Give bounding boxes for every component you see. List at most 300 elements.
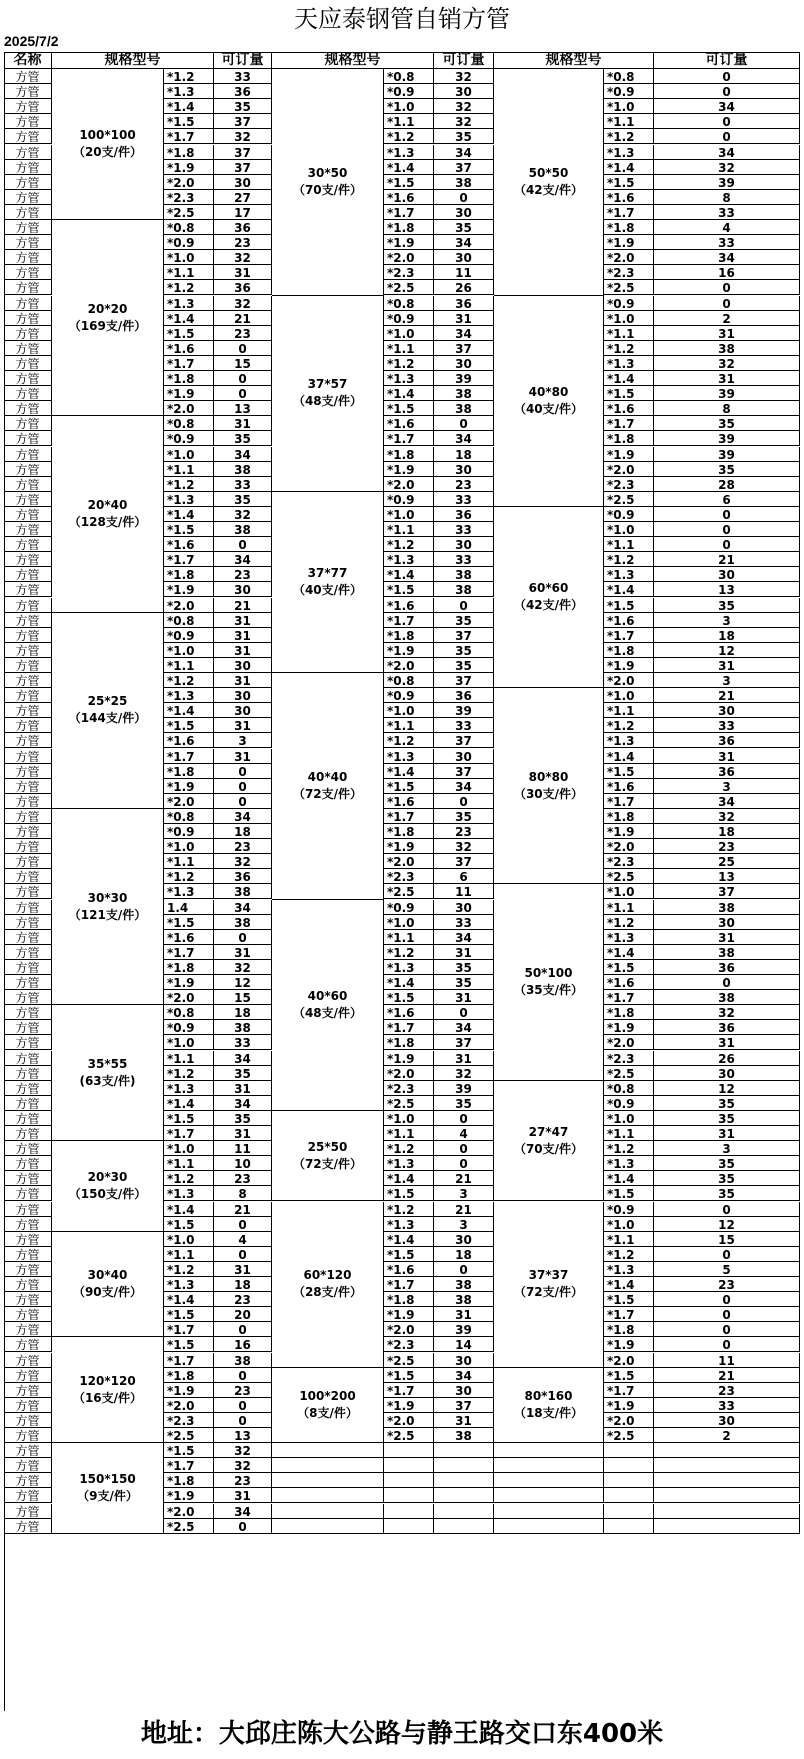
quantity-cell: 11: [434, 265, 494, 280]
empty-cell: [604, 1488, 654, 1503]
quantity-cell: 32: [654, 160, 800, 175]
thickness-cell: *2.0: [604, 673, 654, 688]
row-name: 方管: [4, 1413, 52, 1428]
quantity-cell: 8: [214, 1186, 272, 1201]
thickness-cell: *1.6: [164, 930, 214, 945]
row-name: 方管: [4, 688, 52, 703]
quantity-cell: 39: [434, 371, 494, 386]
row-name: 方管: [4, 915, 52, 930]
thickness-cell: *1.3: [384, 1156, 434, 1171]
group-size: 30*40: [87, 1268, 128, 1283]
thickness-cell: *0.8: [384, 673, 434, 688]
quantity-cell: 0: [654, 1322, 800, 1337]
row-name: 方管: [4, 552, 52, 567]
thickness-cell: *2.5: [604, 1066, 654, 1081]
quantity-cell: 30: [434, 1353, 494, 1368]
thickness-cell: *1.1: [604, 900, 654, 915]
quantity-cell: 34: [214, 1504, 272, 1519]
empty-cell: [384, 1473, 434, 1488]
quantity-cell: 33: [654, 235, 800, 250]
thickness-cell: *2.3: [164, 190, 214, 205]
thickness-cell: *1.5: [384, 1247, 434, 1262]
quantity-cell: 35: [434, 220, 494, 235]
quantity-cell: 10: [214, 1156, 272, 1171]
quantity-cell: 38: [434, 1277, 494, 1292]
thickness-cell: *1.1: [604, 326, 654, 341]
quantity-cell: 36: [654, 764, 800, 779]
quantity-cell: 32: [214, 250, 272, 265]
spec-group-120*120: [52, 1337, 164, 1443]
thickness-cell: *1.6: [604, 401, 654, 416]
thickness-cell: *1.2: [604, 718, 654, 733]
thickness-cell: *1.5: [164, 522, 214, 537]
quantity-cell: 38: [434, 175, 494, 190]
thickness-cell: *1.5: [164, 1307, 214, 1322]
row-name: 方管: [4, 235, 52, 250]
thickness-cell: *1.3: [604, 567, 654, 582]
thickness-cell: *1.3: [164, 296, 214, 311]
spec-group-30*50: [272, 69, 384, 296]
spec-group-30*40: [52, 1232, 164, 1338]
thickness-cell: *1.3: [164, 84, 214, 99]
empty-cell: [654, 1504, 800, 1519]
quantity-cell: 31: [434, 1413, 494, 1428]
quantity-cell: 33: [214, 1035, 272, 1050]
row-name: 方管: [4, 1292, 52, 1307]
empty-cell: [434, 1519, 494, 1534]
quantity-cell: 33: [214, 477, 272, 492]
thickness-cell: *1.8: [604, 1322, 654, 1337]
quantity-cell: 33: [434, 915, 494, 930]
quantity-cell: 32: [654, 356, 800, 371]
thickness-cell: *1.4: [604, 945, 654, 960]
row-name: 方管: [4, 764, 52, 779]
row-name: 方管: [4, 1398, 52, 1413]
thickness-cell: *1.4: [604, 160, 654, 175]
quantity-cell: 34: [654, 250, 800, 265]
quantity-cell: 35: [214, 99, 272, 114]
thickness-cell: *2.3: [384, 265, 434, 280]
empty-cell: [604, 1519, 654, 1534]
thickness-cell: *1.4: [164, 1096, 214, 1111]
thickness-cell: *2.3: [164, 1413, 214, 1428]
thickness-cell: *1.2: [604, 552, 654, 567]
quantity-cell: 33: [434, 552, 494, 567]
quantity-cell: 12: [654, 1081, 800, 1096]
group-size: 30*50: [307, 165, 348, 180]
thickness-cell: *1.0: [164, 1141, 214, 1156]
thickness-cell: *1.7: [384, 613, 434, 628]
group-pack: （40支/件）: [292, 582, 363, 597]
thickness-cell: *1.7: [384, 809, 434, 824]
quantity-cell: 38: [434, 567, 494, 582]
quantity-cell: 32: [654, 809, 800, 824]
row-name: 方管: [4, 1111, 52, 1126]
quantity-cell: 35: [214, 1066, 272, 1081]
thickness-cell: *2.0: [164, 175, 214, 190]
quantity-cell: 31: [214, 718, 272, 733]
thickness-cell: *1.9: [604, 1337, 654, 1352]
quantity-cell: 37: [434, 1035, 494, 1050]
quantity-cell: 4: [654, 220, 800, 235]
group-size: 60*60: [528, 580, 569, 595]
quantity-cell: 31: [654, 1126, 800, 1141]
empty-cell: [434, 1488, 494, 1503]
spec-group-20*40: [52, 416, 164, 612]
thickness-cell: *1.7: [164, 356, 214, 371]
quantity-cell: 31: [214, 628, 272, 643]
quantity-cell: 0: [654, 69, 800, 84]
thickness-cell: *1.4: [384, 1232, 434, 1247]
quantity-cell: 18: [214, 1277, 272, 1292]
quantity-cell: 37: [434, 628, 494, 643]
quantity-cell: 11: [654, 1353, 800, 1368]
empty-cell: [272, 1443, 384, 1458]
thickness-cell: *1.1: [384, 930, 434, 945]
thickness-cell: *1.3: [604, 145, 654, 160]
row-name: 方管: [4, 296, 52, 311]
row-name: 方管: [4, 854, 52, 869]
quantity-cell: 0: [214, 341, 272, 356]
quantity-cell: 32: [214, 507, 272, 522]
thickness-cell: *2.5: [164, 1428, 214, 1443]
empty-cell: [604, 1473, 654, 1488]
thickness-cell: *1.5: [164, 1111, 214, 1126]
quantity-cell: 31: [654, 1035, 800, 1050]
quantity-cell: 30: [654, 567, 800, 582]
group-size: 80*160: [524, 1388, 573, 1403]
quantity-cell: 11: [434, 884, 494, 899]
thickness-cell: *1.4: [164, 99, 214, 114]
quantity-cell: 37: [434, 341, 494, 356]
spec-group-40*40: [272, 673, 384, 900]
quantity-cell: 23: [214, 1473, 272, 1488]
quantity-cell: 23: [214, 326, 272, 341]
quantity-cell: 38: [654, 990, 800, 1005]
group-pack: （8支/件）: [297, 1405, 358, 1420]
thickness-cell: *1.1: [384, 1126, 434, 1141]
quantity-cell: 36: [654, 960, 800, 975]
row-name: 方管: [4, 718, 52, 733]
quantity-cell: 32: [214, 1458, 272, 1473]
thickness-cell: *1.9: [384, 839, 434, 854]
row-name: 方管: [4, 341, 52, 356]
quantity-cell: 21: [654, 552, 800, 567]
quantity-cell: 23: [214, 1292, 272, 1307]
quantity-cell: 35: [434, 643, 494, 658]
thickness-cell: *1.9: [604, 235, 654, 250]
quantity-cell: 21: [654, 1368, 800, 1383]
thickness-cell: *1.4: [384, 1171, 434, 1186]
thickness-cell: *2.0: [604, 839, 654, 854]
quantity-cell: 17: [214, 205, 272, 220]
thickness-cell: *1.1: [604, 1232, 654, 1247]
thickness-cell: *1.4: [384, 160, 434, 175]
thickness-cell: *1.8: [164, 567, 214, 582]
quantity-cell: 34: [654, 99, 800, 114]
row-name: 方管: [4, 1337, 52, 1352]
quantity-cell: 31: [654, 749, 800, 764]
thickness-cell: *1.5: [164, 326, 214, 341]
quantity-cell: 31: [434, 945, 494, 960]
group-pack: （9支/件）: [77, 1488, 138, 1503]
thickness-cell: *1.2: [164, 1066, 214, 1081]
row-name: 方管: [4, 69, 52, 84]
group-pack: （30支/件）: [513, 786, 584, 801]
thickness-cell: *1.7: [164, 1353, 214, 1368]
group-pack: （150支/件）: [68, 1186, 147, 1201]
group-pack: (63支/件): [79, 1073, 136, 1088]
thickness-cell: *1.9: [164, 1383, 214, 1398]
quantity-cell: 35: [434, 809, 494, 824]
thickness-cell: *0.9: [164, 1020, 214, 1035]
quantity-cell: 38: [214, 1353, 272, 1368]
quantity-cell: 37: [434, 764, 494, 779]
quantity-cell: 0: [214, 1519, 272, 1534]
quantity-cell: 30: [214, 688, 272, 703]
thickness-cell: *1.9: [384, 1398, 434, 1413]
quantity-cell: 0: [214, 764, 272, 779]
thickness-cell: *1.0: [164, 1232, 214, 1247]
row-name: 方管: [4, 779, 52, 794]
thickness-cell: *2.0: [164, 794, 214, 809]
thickness-cell: *1.6: [604, 613, 654, 628]
spec-group-20*30: [52, 1141, 164, 1232]
quantity-cell: 0: [654, 129, 800, 144]
thickness-cell: *1.2: [604, 1247, 654, 1262]
thickness-cell: *1.2: [164, 280, 214, 295]
quantity-cell: 33: [434, 718, 494, 733]
quantity-cell: 3: [654, 779, 800, 794]
quantity-cell: 21: [434, 1171, 494, 1186]
thickness-cell: *1.2: [384, 1141, 434, 1156]
thickness-cell: *2.0: [164, 1504, 214, 1519]
quantity-cell: 0: [654, 296, 800, 311]
quantity-cell: 36: [214, 869, 272, 884]
thickness-cell: *2.0: [384, 250, 434, 265]
thickness-cell: *0.8: [604, 69, 654, 84]
empty-cell: [434, 1458, 494, 1473]
quantity-cell: 30: [654, 1066, 800, 1081]
quantity-cell: 33: [654, 205, 800, 220]
quantity-cell: 0: [654, 280, 800, 295]
quantity-cell: 0: [434, 1111, 494, 1126]
quantity-cell: 34: [654, 145, 800, 160]
thickness-cell: *1.8: [604, 643, 654, 658]
quantity-cell: 3: [654, 1141, 800, 1156]
row-name: 方管: [4, 1504, 52, 1519]
thickness-cell: *1.3: [604, 733, 654, 748]
quantity-cell: 0: [434, 1156, 494, 1171]
thickness-cell: *1.2: [604, 129, 654, 144]
thickness-cell: *2.3: [384, 869, 434, 884]
thickness-cell: *2.0: [604, 250, 654, 265]
row-name: 方管: [4, 945, 52, 960]
quantity-cell: 18: [654, 824, 800, 839]
quantity-cell: 31: [214, 749, 272, 764]
quantity-cell: 31: [214, 945, 272, 960]
thickness-cell: *1.7: [604, 1307, 654, 1322]
spec-group-20*20: [52, 220, 164, 416]
thickness-cell: *2.5: [604, 1428, 654, 1443]
empty-cell: [272, 1458, 384, 1473]
quantity-cell: 34: [214, 1051, 272, 1066]
quantity-cell: 36: [654, 1020, 800, 1035]
thickness-cell: *1.8: [164, 960, 214, 975]
thickness-cell: *1.5: [604, 960, 654, 975]
empty-cell: [384, 1488, 434, 1503]
quantity-cell: 38: [214, 884, 272, 899]
quantity-cell: 31: [434, 1307, 494, 1322]
quantity-cell: 4: [214, 1232, 272, 1247]
quantity-cell: 38: [654, 900, 800, 915]
quantity-cell: 30: [434, 205, 494, 220]
thickness-cell: *1.0: [604, 311, 654, 326]
quantity-cell: 31: [654, 658, 800, 673]
thickness-cell: *1.3: [164, 1081, 214, 1096]
row-name: 方管: [4, 884, 52, 899]
thickness-cell: *1.0: [384, 703, 434, 718]
row-name: 方管: [4, 1473, 52, 1488]
row-name: 方管: [4, 1232, 52, 1247]
thickness-cell: *1.9: [384, 643, 434, 658]
thickness-cell: *1.3: [604, 930, 654, 945]
quantity-cell: 18: [214, 824, 272, 839]
thickness-cell: *1.8: [384, 824, 434, 839]
row-name: 方管: [4, 628, 52, 643]
thickness-cell: *2.0: [384, 1066, 434, 1081]
row-name: 方管: [4, 1383, 52, 1398]
thickness-cell: *1.0: [604, 99, 654, 114]
thickness-cell: *1.4: [384, 975, 434, 990]
thickness-cell: *1.5: [604, 764, 654, 779]
thickness-cell: *1.8: [164, 1473, 214, 1488]
empty-cell: [384, 1504, 434, 1519]
empty-cell: [434, 1504, 494, 1519]
row-name: 方管: [4, 567, 52, 582]
quantity-cell: 6: [434, 869, 494, 884]
row-name: 方管: [4, 1186, 52, 1201]
quantity-cell: 0: [214, 1247, 272, 1262]
quantity-cell: 34: [214, 1096, 272, 1111]
quantity-cell: 0: [214, 371, 272, 386]
thickness-cell: *1.0: [604, 1111, 654, 1126]
thickness-cell: *1.3: [384, 145, 434, 160]
quantity-cell: 33: [434, 492, 494, 507]
group-pack: （48支/件）: [292, 1005, 363, 1020]
row-name: 方管: [4, 1353, 52, 1368]
quantity-cell: 0: [654, 522, 800, 537]
group-size: 20*20: [87, 301, 128, 316]
spec-group-80*160: [494, 1368, 604, 1444]
row-name: 方管: [4, 477, 52, 492]
group-size: 37*77: [307, 565, 348, 580]
row-name: 方管: [4, 975, 52, 990]
quantity-cell: 30: [434, 749, 494, 764]
quantity-cell: 2: [654, 311, 800, 326]
quantity-cell: 32: [214, 960, 272, 975]
row-name: 方管: [4, 326, 52, 341]
thickness-cell: *1.1: [164, 1156, 214, 1171]
thickness-cell: *1.6: [604, 779, 654, 794]
header-spec: 规格型号: [272, 52, 434, 69]
row-name: 方管: [4, 250, 52, 265]
quantity-cell: 31: [214, 673, 272, 688]
quantity-cell: 33: [434, 522, 494, 537]
thickness-cell: *1.8: [384, 447, 434, 462]
thickness-cell: *1.7: [604, 1383, 654, 1398]
thickness-cell: *1.6: [384, 190, 434, 205]
empty-cell: [384, 1458, 434, 1473]
quantity-cell: 16: [214, 1337, 272, 1352]
thickness-cell: *1.9: [164, 975, 214, 990]
group-pack: （40支/件）: [513, 401, 584, 416]
spec-group-37*37: [494, 1202, 604, 1368]
quantity-cell: 34: [214, 809, 272, 824]
thickness-cell: *2.5: [604, 492, 654, 507]
thickness-cell: *1.2: [384, 129, 434, 144]
quantity-cell: 0: [654, 1292, 800, 1307]
row-name: 方管: [4, 1322, 52, 1337]
quantity-cell: 35: [654, 462, 800, 477]
quantity-cell: 34: [434, 930, 494, 945]
quantity-cell: 31: [214, 1081, 272, 1096]
row-name: 方管: [4, 1035, 52, 1050]
quantity-cell: 0: [214, 1413, 272, 1428]
thickness-cell: *1.9: [604, 1020, 654, 1035]
header-spec: 规格型号: [52, 52, 214, 69]
quantity-cell: 28: [654, 477, 800, 492]
thickness-cell: *2.0: [384, 1413, 434, 1428]
thickness-cell: *1.5: [384, 175, 434, 190]
thickness-cell: *1.0: [164, 250, 214, 265]
row-name: 方管: [4, 447, 52, 462]
group-pack: （144支/件）: [68, 711, 147, 726]
quantity-cell: 35: [654, 1156, 800, 1171]
quantity-cell: 38: [654, 945, 800, 960]
thickness-cell: *0.9: [604, 1096, 654, 1111]
quantity-cell: 35: [654, 598, 800, 613]
row-name: 方管: [4, 658, 52, 673]
quantity-cell: 35: [214, 492, 272, 507]
quantity-cell: 20: [214, 1307, 272, 1322]
empty-cell: [384, 1519, 434, 1534]
thickness-cell: *1.5: [604, 386, 654, 401]
thickness-cell: *1.8: [164, 145, 214, 160]
thickness-cell: *1.8: [604, 1005, 654, 1020]
thickness-cell: *1.8: [604, 431, 654, 446]
thickness-cell: *1.7: [384, 205, 434, 220]
row-name: 方管: [4, 537, 52, 552]
quantity-cell: 3: [654, 613, 800, 628]
quantity-cell: 30: [434, 462, 494, 477]
thickness-cell: *1.6: [164, 537, 214, 552]
quantity-cell: 36: [654, 733, 800, 748]
row-name: 方管: [4, 1368, 52, 1383]
empty-cell: [384, 1443, 434, 1458]
quantity-cell: 32: [434, 69, 494, 84]
group-size: 80*80: [528, 769, 569, 784]
quantity-cell: 37: [434, 673, 494, 688]
quantity-cell: 33: [214, 69, 272, 84]
quantity-cell: 18: [434, 1247, 494, 1262]
row-name: 方管: [4, 643, 52, 658]
group-size: 25*25: [87, 694, 128, 709]
thickness-cell: *1.1: [164, 265, 214, 280]
quantity-cell: 37: [434, 1398, 494, 1413]
row-name: 方管: [4, 190, 52, 205]
spec-group-25*50: [272, 1111, 384, 1202]
